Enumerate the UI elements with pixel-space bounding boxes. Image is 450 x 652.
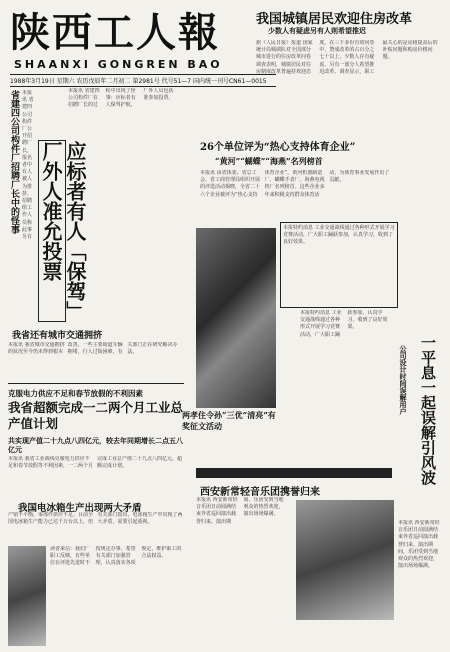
middle-subhead: “黄河”“蝴蝶”“海燕”名列榜首: [215, 156, 323, 166]
small-box: 本报特约消息 工业交通战线通过各种形式开展学习竞赛活动，广大职工踊跃参加，认真学习，收到了良好效果。: [280, 222, 398, 308]
masthead-title: 陕西工人報: [10, 9, 220, 56]
left-lower-headline: 我省还有城市交通拥挤: [12, 331, 103, 341]
strip-headline: 我国电冰箱生产出现两大矛盾: [18, 503, 142, 514]
top-headline: 我国城镇居民欢迎住房改革: [256, 12, 413, 27]
left-vertical-body: 本报讯 省建四公司构件厂公开招聘厂长，报名者中有人被人为排挤，招聘组工作人员称此事另有: [22, 90, 34, 240]
vertical-headline-box: [38, 140, 87, 322]
right-body: 本报特约消息 工业交通战线通过各种形式开展学习竞赛活动，广大职工踊跃参加，认真学习，收到了良好效果。: [300, 310, 388, 338]
bottom-subhead: 共实现产值二十九点八四亿元，较去年同期增长二点五八亿元: [8, 436, 183, 454]
vertical-headline: 应标者有人「保驾」厂外人准允投票: [39, 141, 87, 311]
left-bottom-image: [8, 546, 46, 646]
bottom-body: 本报讯 我省工业战线克服电力供应不足和春节放假等不利因素，一二两个月完成工业总产值二十九点八四亿元，超额完成计划。: [8, 456, 183, 470]
bottom-kicker: 克服电力供应不足和春节放假的不利因素: [8, 389, 143, 398]
photo-people: [196, 228, 276, 408]
left-vertical-title: 省建四公司构件厂招聘厂长中的怪事: [9, 90, 19, 234]
vertical-body: 本报讯 省建四公司构件厂在招聘厂长的过程中出现了怪事：应标者有人保驾护航，厂外人员也获准参加投票。: [68, 88, 174, 109]
right-bottom-photo: [296, 500, 394, 620]
masthead-pinyin: SHAANXI GONGREN BAO: [14, 58, 223, 71]
middle-headline: 26个单位评为“热心支持体育企业”: [200, 142, 356, 153]
right-vertical-sub: 公司设计时间误解用户: [399, 345, 408, 415]
middle-body: 本报讯 由省体委、省总工会、省工商管理局组织开展的评选活动揭晓，全省二十六个企业被评为“热心支持体育企业”。黄河机器制造厂、蝴蝶手表厂、海燕电视机厂名列榜首。这些企业多年来积极支持群众体育活动，为体育事业发展作出了贡献。: [200, 170, 390, 198]
bottom-headline: 我省超额完成一二两个月工业总产值计划: [8, 400, 184, 431]
right-bottom-headline: 西安新常轻音乐团携誉归来: [200, 487, 320, 498]
divider: [8, 383, 184, 384]
left-lower-body: 本报讯 我省城市交通拥挤的状况至今仍未得到根本改善，一些主要街道车辆拥堵，行人过街困难，有关部门正在研究解决办法。: [8, 342, 178, 356]
letter-column: 读者来信：我们厂职工反映，有些单位在评选先进时不按规定办事，希望有关部门加强管理，认真落实各项规定，维护职工的合法权益。: [50, 546, 182, 567]
top-subhead: 少数人有疑虑另有人则希望推迟: [268, 26, 366, 35]
right-vertical-headline: 一平息一起误解引风波: [419, 335, 437, 485]
top-body: 据《人民日报》报道 国家统计局城调队对全国部分城市进行的住房改革问卷调查表明，城镇居民对住房制度改革普遍持欢迎态度。在三千多份有效问卷中，赞成改革的占百分之七十以上，少数人存有疑虑，另有一部分人希望推迟改革。调查显示，职工最关心的是房租提高后的补贴问题和购房价格问题。: [256, 40, 438, 75]
issue-line: 1988年3月19日 星期六 农历戊辰年二月初二 第2981号 代号51—7 国内统一刊号CN61—0015: [10, 74, 276, 87]
right-bottom-body: 本报讯 西安新常轻音乐团日前圆满结束外省巡回演出载誉归来。演出期间，乐团受到当地观众的热烈欢迎，演出场场爆满。: [196, 497, 284, 525]
strip-body: 产销不平衡，零部件供应不足。目前全国电冰箱生产能力已达千万台以上，但有关部门指出，电冰箱生产中出现了两大矛盾，需要引起重视。: [8, 512, 183, 526]
right-bottom-bar: [196, 468, 392, 478]
photo-caption: 两孝住令孙“三优”清亮”有奖征文活动: [182, 410, 276, 431]
right-bottom-side-text: 本报讯 西安新常轻音乐团日前圆满结束外省巡回演出载誉归来。演出期间，乐团受到当地观众的热烈欢迎，演出场场爆满。: [398, 520, 440, 570]
